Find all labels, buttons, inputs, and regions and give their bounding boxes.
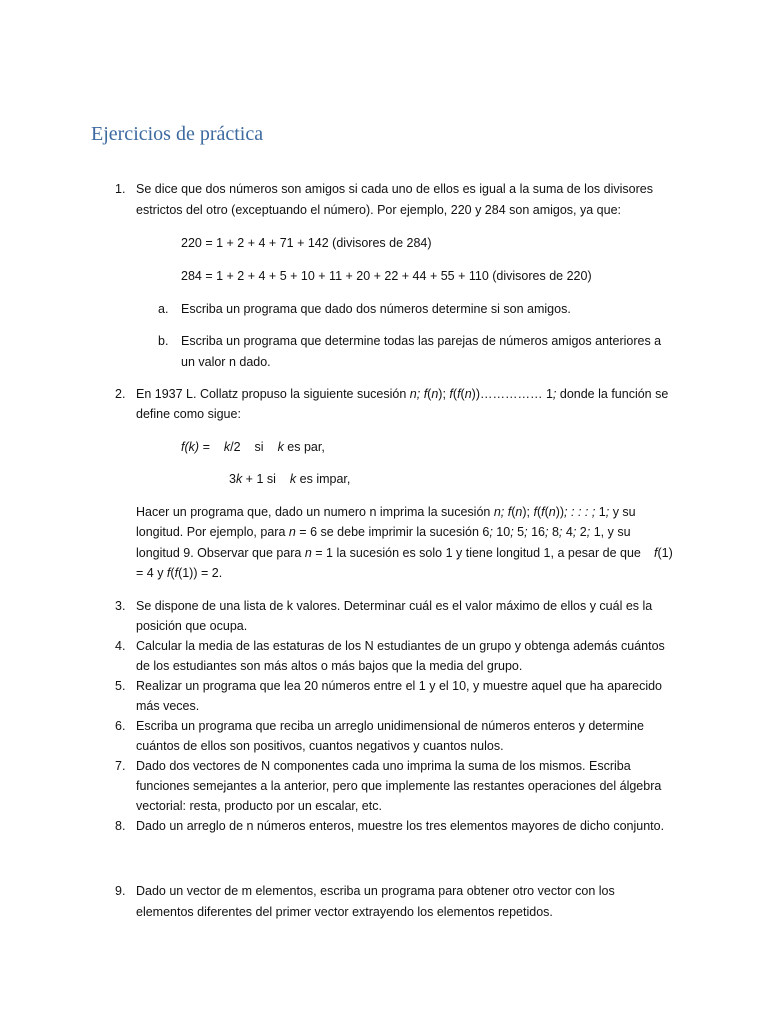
item-text-line: Hacer un programa que, dado un numero n imprima la sucesión n; f(n); f(f(n)); : : : ; 1; y su — [136, 505, 636, 519]
item-text-line: define como sigue: — [136, 407, 241, 421]
subitem-text-line: un valor n dado. — [181, 355, 271, 369]
subitem-text-line: Escriba un programa que dado dos números determine si son amigos. — [181, 302, 571, 316]
item-number: 2. — [115, 387, 126, 401]
item-text-line: cuántos de ellos son positivos, cuantos negativos y cuantos nulos. — [136, 739, 504, 753]
item-number: 3. — [115, 599, 126, 613]
item-number: 8. — [115, 819, 126, 833]
item-number: 6. — [115, 719, 126, 733]
item-number: 5. — [115, 679, 126, 693]
formula-line-odd: 3k + 1 si k es impar, — [229, 472, 351, 486]
item-text-line: más veces. — [136, 699, 200, 713]
item-text-line: posición que ocupa. — [136, 619, 248, 633]
item-text-line: Escriba un programa que reciba un arreglo unidimensional de números enteros y determine — [136, 719, 644, 733]
item-text-line: Se dispone de una lista de k valores. Determinar cuál es el valor máximo de ellos y cuál es la — [136, 599, 653, 613]
item-text-line: Dado un arreglo de n números enteros, muestre los tres elementos mayores de dicho conjunto. — [136, 819, 665, 833]
equation-line: 220 = 1 + 2 + 4 + 71 + 142 (divisores de 284) — [181, 236, 432, 250]
subitem-letter: b. — [158, 334, 169, 348]
item-text-line: Calcular la media de las estaturas de los N estudiantes de un grupo y obtenga además cuántos — [136, 639, 665, 653]
item-text-line: Dado dos vectores de N componentes cada uno imprima la suma de los mismos. Escriba — [136, 759, 631, 773]
item-text-fragment: f(1) — [654, 546, 673, 560]
item-number: 9. — [115, 884, 126, 898]
page-title: Ejercicios de práctica — [91, 123, 264, 145]
item-text-line: longitud 9. Observar que para n = 1 la sucesión es solo 1 y tiene longitud 1, a pesar de que — [136, 546, 641, 560]
item-text-line: funciones semejantes a la anterior, pero que implemente las restantes operaciones del álgebra — [136, 779, 662, 793]
item-number: 1. — [115, 182, 126, 196]
item-text-line: elementos diferentes del primer vector extrayendo los elementos repetidos. — [136, 905, 553, 919]
item-text-line: En 1937 L. Collatz propuso la siguiente sucesión n; f(n); f(f(n))…………… 1; donde la función se — [136, 387, 669, 401]
item-text-line: estrictos del otro (exceptuando el número). Por ejemplo, 220 y 284 son amigos, ya que: — [136, 203, 621, 217]
item-text-line: Dado un vector de m elementos, escriba un programa para obtener otro vector con los — [136, 884, 615, 898]
item-text-line: = 4 y f(f(1)) = 2. — [136, 566, 223, 580]
subitem-letter: a. — [158, 302, 169, 316]
item-number: 4. — [115, 639, 126, 653]
formula-line-even: f(k) = k/2 si k es par, — [181, 440, 325, 454]
subitem-text-line: Escriba un programa que determine todas las parejas de números amigos anteriores a — [181, 334, 662, 348]
item-text-line: Se dice que dos números son amigos si cada uno de ellos es igual a la suma de los divisores — [136, 182, 653, 196]
item-text-line: vectorial: resta, producto por un escalar, etc. — [136, 799, 382, 813]
item-text-line: Realizar un programa que lea 20 números entre el 1 y el 10, y muestre aquel que ha aparecido — [136, 679, 663, 693]
equation-line: 284 = 1 + 2 + 4 + 5 + 10 + 11 + 20 + 22 + 44 + 55 + 110 (divisores de 220) — [181, 269, 592, 283]
item-text-line: de los estudiantes son más altos o más bajos que la media del grupo. — [136, 659, 523, 673]
item-text-line: longitud. Por ejemplo, para n = 6 se debe imprimir la sucesión 6; 10; 5; 16; 8; 4; 2; 1, y su — [136, 525, 631, 539]
item-number: 7. — [115, 759, 126, 773]
